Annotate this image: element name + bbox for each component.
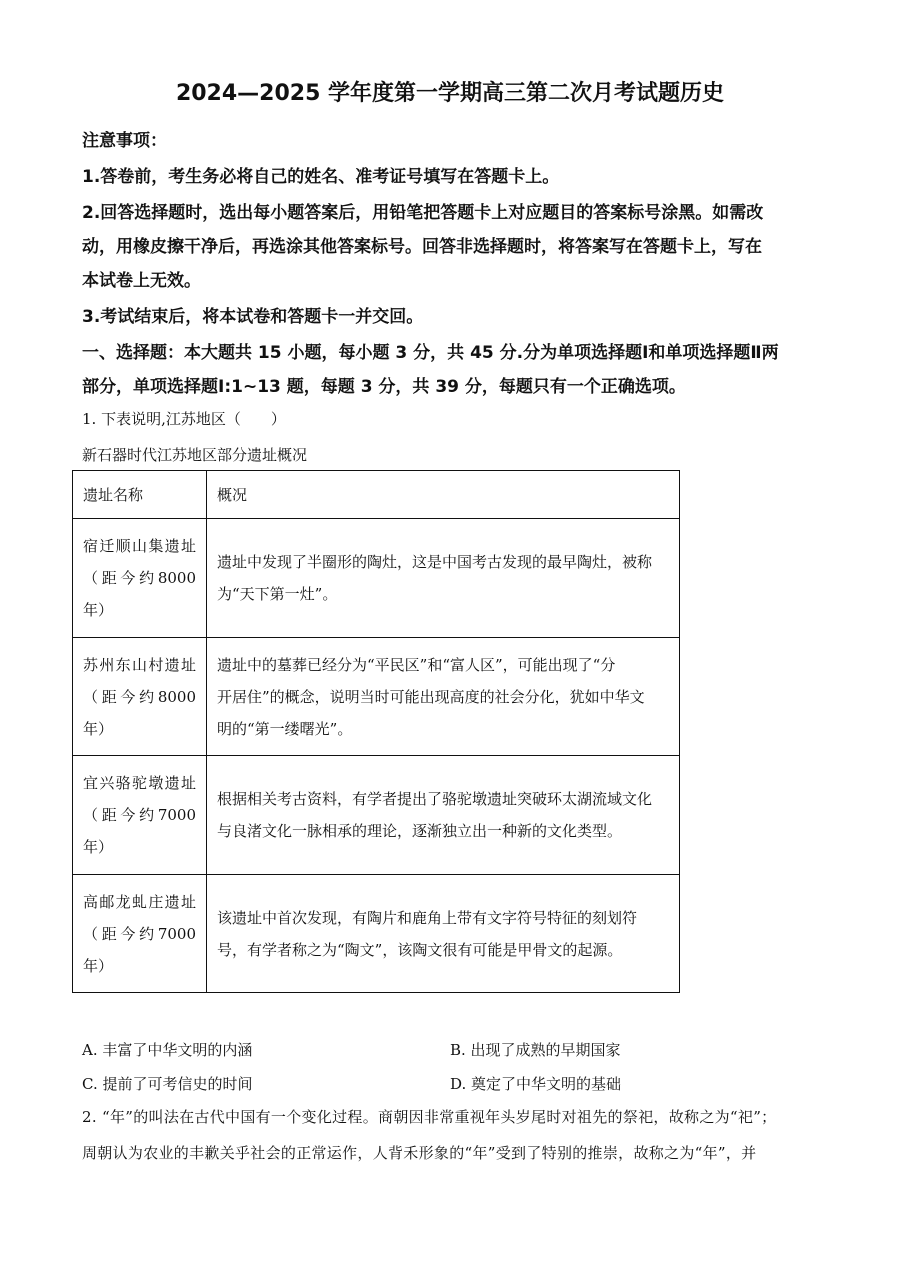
- site-date: （距今约7000: [83, 924, 196, 943]
- site-desc-line: 遗址中的墓葬已经分为“平民区”和“富人区”，可能出现了“分: [217, 655, 616, 674]
- site-desc-cell: [207, 875, 680, 993]
- site-date-end: 年）: [83, 601, 114, 619]
- table-row: [73, 875, 680, 993]
- site-date-end: 年）: [83, 838, 114, 856]
- option-a: A. 丰富了中华文明的内涵: [82, 1041, 253, 1059]
- option-d: D. 奠定了中华文明的基础: [450, 1075, 622, 1093]
- site-desc-line: 为“天下第一灶”。: [217, 585, 338, 603]
- note-1: 1.答卷前，考生务必将自己的姓名、准考证号填写在答题卡上。: [82, 167, 560, 187]
- exam-title: 2024—2025 学年度第一学期高三第二次月考试题历史: [175, 81, 725, 106]
- site-name-cell: [73, 875, 207, 993]
- note-2-line-1: 2.回答选择题时，选出每小题答案后，用铅笔把答题卡上对应题目的答案标号涂黑。如需改: [82, 203, 764, 223]
- site-desc-line: 根据相关考古资料，有学者提出了骆驼墩遗址突破环太湖流域文化: [217, 790, 653, 808]
- site-name: 苏州东山村遗址: [83, 655, 196, 674]
- site-desc-line: 明的“第一缕曙光”。: [217, 719, 353, 738]
- site-date: （距今约8000: [83, 687, 196, 706]
- site-date: （距今约7000: [83, 806, 196, 824]
- table-row: [73, 638, 680, 756]
- question-1-stem: 1. 下表说明,江苏地区（ ）: [82, 410, 286, 428]
- site-desc-line: 该遗址中首次发现，有陶片和鹿角上带有文字符号特征的刻划符: [217, 908, 638, 927]
- table-caption: 新石器时代江苏地区部分遗址概况: [82, 446, 308, 464]
- site-desc-line: 遗址中发现了半圈形的陶灶，这是中国考古发现的最早陶灶，被称: [217, 553, 653, 571]
- site-name: 高邮龙虬庄遗址: [83, 892, 196, 911]
- note-2-line-2: 动，用橡皮擦干净后，再选涂其他答案标号。回答非选择题时，将答案写在答题卡上，写在: [82, 237, 762, 257]
- site-name: 宿迁顺山集遗址: [83, 537, 196, 555]
- site-date-end: 年）: [83, 719, 114, 738]
- site-name-cell: [73, 638, 207, 756]
- sites-table: [72, 470, 680, 993]
- note-2-line-3: 本试卷上无效。: [82, 271, 201, 291]
- question-2-line-1: 2. “年”的叫法在古代中国有一个变化过程。商朝因非常重视年头岁尾时对祖先的祭祀，故称之为“祀”；: [82, 1108, 777, 1126]
- site-name: 宜兴骆驼墩遗址: [83, 774, 196, 792]
- note-3: 3.考试结束后，将本试卷和答题卡一并交回。: [82, 307, 424, 327]
- site-desc-line: 与良渚文化一脉相承的理论，逐渐独立出一种新的文化类型。: [217, 822, 623, 840]
- section-intro-line-1: 一、选择题：本大题共 15 小题，每小题 3 分，共 45 分.分为单项选择题Ⅰ和单项选择题Ⅱ两: [82, 343, 779, 363]
- site-name-cell: [73, 756, 207, 875]
- question-2-line-2: 周朝认为农业的丰歉关乎社会的正常运作，人背禾形象的“年”受到了特别的推崇，故称之为“年”，并: [82, 1144, 757, 1162]
- site-desc-line: 号，有学者称之为“陶文”，该陶文很有可能是甲骨文的起源。: [217, 940, 623, 959]
- option-b: B. 出现了成熟的早期国家: [450, 1041, 621, 1059]
- notes-heading: 注意事项：: [82, 131, 167, 151]
- site-desc-cell: [207, 756, 680, 875]
- table-header-row: [73, 471, 680, 519]
- option-c: C. 提前了可考信史的时间: [82, 1075, 253, 1093]
- site-desc-cell: [207, 519, 680, 638]
- site-date-end: 年）: [83, 956, 114, 975]
- site-name-cell: [73, 519, 207, 638]
- table-row: [73, 756, 680, 875]
- site-desc-line: 开居住”的概念，说明当时可能出现高度的社会分化，犹如中华文: [217, 687, 645, 706]
- site-date: （距今约8000: [83, 569, 196, 587]
- section-intro-line-2: 部分，单项选择题Ⅰ:1~13 题，每题 3 分，共 39 分，每题只有一个正确选项。: [82, 377, 686, 397]
- site-desc-cell: [207, 638, 680, 756]
- table-row: [73, 519, 680, 638]
- header-overview: 概况: [207, 471, 680, 519]
- header-site-name: 遗址名称: [73, 471, 207, 519]
